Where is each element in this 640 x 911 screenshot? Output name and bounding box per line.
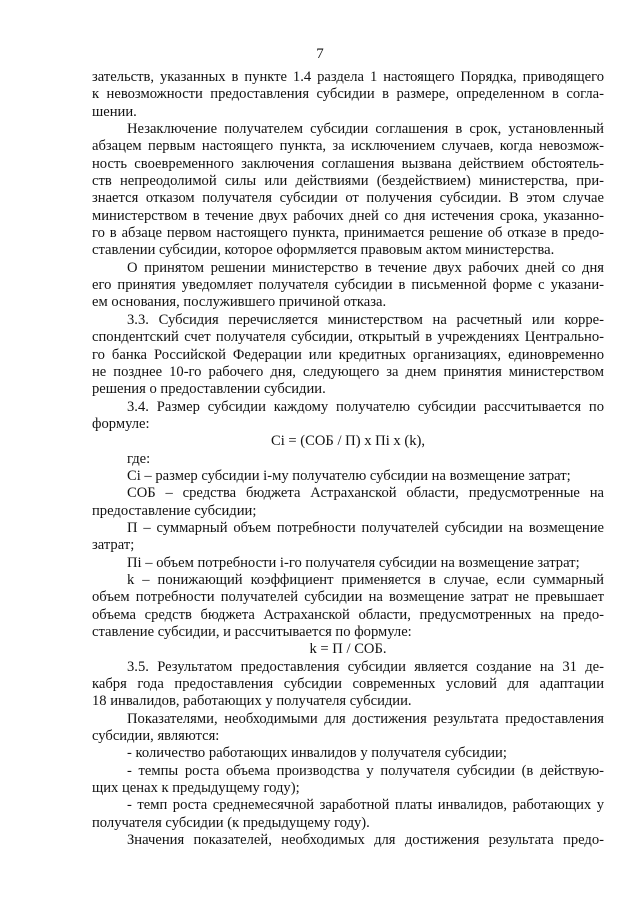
text-line: министерством в течение двух рабочих дней со дня истечения срока, указанно- — [92, 207, 604, 224]
text-line: - темп роста среднемесячной заработной платы инвалидов, работающих у — [127, 797, 604, 814]
text-line: зательств, указанных в пункте 1.4 раздела 1 настоящего Порядка, приводящего — [92, 69, 604, 85]
text-line: Показателями, необходимыми для достижения результата предоставления — [127, 710, 604, 727]
text-line: шении. — [92, 103, 137, 120]
text-line: объема средств бюджета Астраханской области, предусмотренных на предо- — [92, 606, 604, 623]
text-line: П – суммарный объем потребности получателей субсидии на возмещение — [127, 519, 604, 536]
text-line: затрат; — [92, 537, 135, 554]
text-line: го банка Российской Федерации или кредитных организациях, единовременно — [92, 346, 604, 363]
text-line: Значения показателей, необходимых для достижения результата предо- — [127, 832, 604, 849]
text-line: Незаключение получателем субсидии соглашения в срок, установленный — [127, 121, 604, 138]
text-line: формуле: — [92, 415, 150, 432]
text-line: Ci – размер субсидии i-му получателю субсидии на возмещение затрат; — [127, 467, 571, 484]
text-line: не позднее 10-го рабочего дня, следующего за днем принятия министерством — [92, 363, 604, 380]
text-line: получателя субсидии (к предыдущему году). — [92, 814, 370, 831]
text-line: объем потребности получателей субсидии на возмещение затрат не превышает — [92, 589, 604, 606]
text-line: 18 инвалидов, работающих у получателя субсидии. — [92, 693, 412, 710]
text-line: СОБ – средства бюджета Астраханской области, предусмотренные на — [127, 485, 604, 502]
text-line: 3.5. Результатом предоставления субсидии является создание на 31 де- — [127, 658, 604, 675]
text-line: кабря года предоставления субсидии современных условий для адаптации — [92, 676, 604, 693]
text-line: ем основания, послужившего причиной отказа. — [92, 294, 387, 311]
text-line: - количество работающих инвалидов у получателя субсидии; — [127, 745, 507, 762]
text-line: ставлении субсидии, которое оформляется правовым актом министерства. — [92, 242, 555, 259]
text-line: абзацем первым настоящего пункта, за исключением случаев, когда невозмож- — [92, 138, 604, 155]
text-line: знается отказом получателя субсидии от получения субсидии. В этом случае — [92, 190, 604, 207]
text-line: субсидии, являются: — [92, 728, 220, 745]
page-number: 7 — [316, 46, 324, 62]
text-line: 3.4. Размер субсидии каждому получателю субсидии рассчитывается по — [127, 398, 604, 415]
text-line: ставление субсидии, и рассчитывается по формуле: — [92, 624, 412, 640]
text-line: k – понижающий коэффициент применяется в случае, если суммарный — [127, 571, 604, 588]
text-line: О принятом решении министерство в течение двух рабочих дней со дня — [127, 259, 604, 276]
text-line: ность своевременного заключения соглашения вызвана действием обстоятель- — [92, 155, 604, 172]
text-line: предоставление субсидии; — [92, 502, 257, 519]
text-line: решения о предоставлении субсидии. — [92, 381, 326, 398]
text-line: го в абзаце первом настоящего пункта, принимается решение об отказе в предо- — [92, 225, 604, 242]
document-body — [92, 69, 604, 849]
text-line: его принятия уведомляет получателя субсидии в письменной форме с указани- — [92, 277, 604, 294]
text-line: k = П / СОБ. — [309, 641, 387, 658]
text-line: к невозможности предоставления субсидии в размере, определенном в согла- — [92, 86, 604, 103]
text-line: где: — [127, 450, 151, 467]
text-line: щих ценах к предыдущему году); — [92, 780, 300, 797]
text-line: спондентский счет получателя субсидии, открытый в учреждениях Центрально- — [92, 329, 604, 346]
text-line: 3.3. Субсидия перечисляется министерством на расчетный или корре- — [127, 311, 604, 328]
text-line: Ci = (СОБ / П) x Пi x (k), — [270, 433, 426, 450]
text-line: Пi – объем потребности i-го получателя субсидии на возмещение затрат; — [127, 554, 580, 571]
text-line: ств непреодолимой силы или действиями (бездействием) министерства, при- — [92, 173, 604, 190]
text-line: - темпы роста объема производства у получателя субсидии (в действую- — [127, 762, 604, 779]
